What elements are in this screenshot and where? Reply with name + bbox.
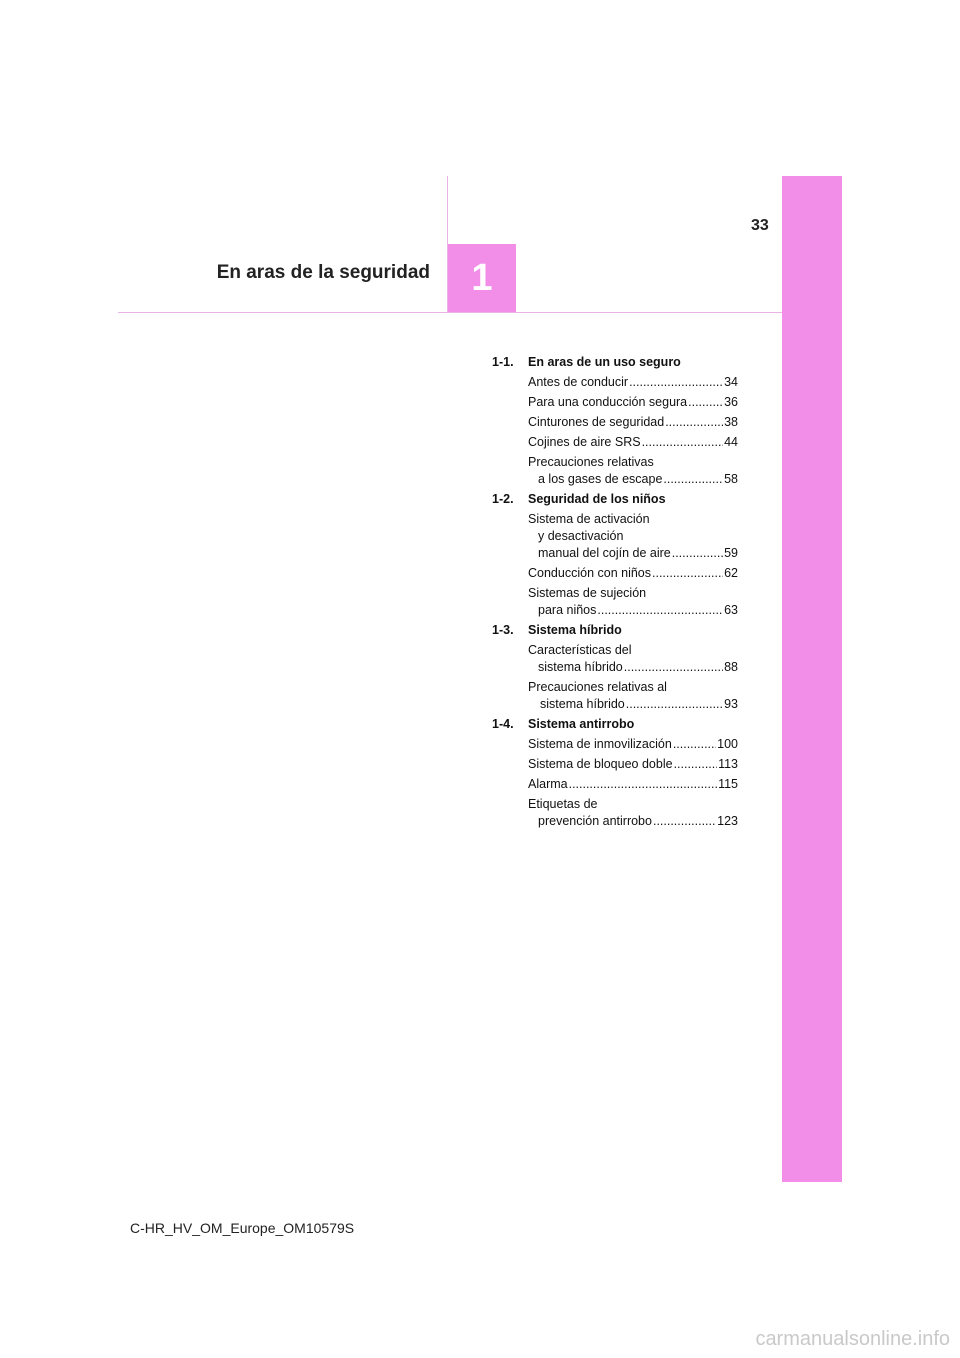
toc-entry[interactable] (528, 565, 738, 582)
toc-entry-text: Etiquetas de (528, 797, 598, 811)
toc-entry[interactable] (528, 585, 738, 619)
toc-entry[interactable] (528, 414, 738, 431)
toc-entry-text: sistema híbrido (538, 660, 623, 674)
document-id: C-HR_HV_OM_Europe_OM10579S (130, 1220, 355, 1236)
toc-entry-text: sistema híbrido (540, 697, 625, 711)
toc-section-number: 1-2. (492, 492, 514, 506)
toc-entry[interactable] (528, 756, 738, 773)
dot-leader (624, 659, 723, 676)
header-horizontal-rule (118, 312, 782, 313)
toc-section-title: Sistema antirrobo (528, 717, 635, 731)
toc-entry-text: Antes de conducir (528, 375, 629, 389)
chapter-number-box (448, 244, 516, 312)
dot-leader (652, 565, 723, 582)
toc-section (492, 491, 738, 619)
dot-leader (569, 776, 717, 793)
dot-leader (626, 696, 723, 713)
toc-entry-text: Características del (528, 643, 632, 657)
toc-entry-page: 113 (718, 757, 738, 771)
toc-entry[interactable] (528, 736, 738, 753)
toc-entry-page: 123 (717, 814, 738, 828)
toc-entry[interactable] (528, 374, 738, 391)
toc-entry-page: 44 (724, 435, 738, 449)
toc-entry-text: a los gases de escape (538, 472, 663, 486)
toc-section-title: Seguridad de los niños (528, 492, 666, 506)
toc-entry-text: Cojines de aire SRS (528, 435, 641, 449)
table-of-contents (492, 354, 738, 833)
dot-leader (665, 414, 723, 431)
toc-entry-page: 38 (724, 415, 738, 429)
dot-leader (642, 434, 724, 451)
toc-section-number: 1-1. (492, 355, 514, 369)
toc-entry-page: 36 (724, 395, 738, 409)
dot-leader (629, 374, 723, 391)
toc-entry-text: manual del cojín de aire (538, 546, 671, 560)
toc-entry-page: 34 (724, 375, 738, 389)
toc-section-title: En aras de un uso seguro (528, 355, 681, 369)
dot-leader (673, 736, 716, 753)
toc-section-heading[interactable] (492, 622, 738, 639)
toc-entry-page: 100 (717, 737, 738, 751)
toc-section-heading[interactable] (492, 716, 738, 733)
chapter-tab (782, 176, 842, 1182)
toc-entry-text: Precauciones relativas al (528, 680, 667, 694)
toc-section (492, 622, 738, 713)
toc-entry-page: 58 (724, 472, 738, 486)
toc-section (492, 354, 738, 488)
toc-entry[interactable] (528, 511, 738, 562)
toc-entry[interactable] (528, 454, 738, 488)
chapter-number: 1 (471, 256, 493, 299)
toc-entry-page: 59 (724, 546, 738, 560)
toc-section-number: 1-4. (492, 717, 514, 731)
toc-entry[interactable] (528, 796, 738, 830)
toc-entry-page: 63 (724, 603, 738, 617)
toc-entry-text: Alarma (528, 777, 568, 791)
toc-entry-text: para niños (538, 603, 597, 617)
toc-entry-text: Precauciones relativas (528, 455, 654, 469)
toc-entry-page: 115 (718, 777, 738, 791)
dot-leader (674, 756, 718, 773)
toc-entry-text: Para una conducción segura (528, 395, 688, 409)
toc-entry-page: 62 (724, 566, 738, 580)
dot-leader (672, 545, 723, 562)
toc-entry[interactable] (528, 642, 738, 676)
toc-entry-text: Sistema de inmovilización (528, 737, 672, 751)
toc-entry[interactable] (528, 394, 738, 411)
toc-entry-text: Sistema de bloqueo doble (528, 757, 673, 771)
dot-leader (653, 813, 716, 830)
toc-entry-text: Sistema de activación (528, 512, 650, 526)
toc-entry-page: 88 (724, 660, 738, 674)
toc-entry-text: prevención antirrobo (538, 814, 652, 828)
toc-section (492, 716, 738, 830)
toc-entry[interactable] (528, 776, 738, 793)
page-number: 33 (751, 217, 769, 234)
toc-entry-text: Sistemas de sujeción (528, 586, 647, 600)
toc-entry-text: Cinturones de seguridad (528, 415, 665, 429)
dot-leader (663, 471, 723, 488)
watermark: carmanualsonline.info (755, 1328, 950, 1350)
toc-entry[interactable] (528, 679, 738, 713)
toc-entry-text: Conducción con niños (528, 566, 651, 580)
toc-entry-page: 93 (724, 697, 738, 711)
toc-section-number: 1-3. (492, 623, 514, 637)
dot-leader (597, 602, 723, 619)
dot-leader (688, 394, 723, 411)
toc-section-heading[interactable] (492, 491, 738, 508)
toc-entry[interactable] (528, 434, 738, 451)
chapter-title: En aras de la seguridad (216, 262, 430, 283)
toc-entry-text: y desactivación (538, 529, 624, 543)
toc-section-heading[interactable] (492, 354, 738, 371)
toc-section-title: Sistema híbrido (528, 623, 622, 637)
